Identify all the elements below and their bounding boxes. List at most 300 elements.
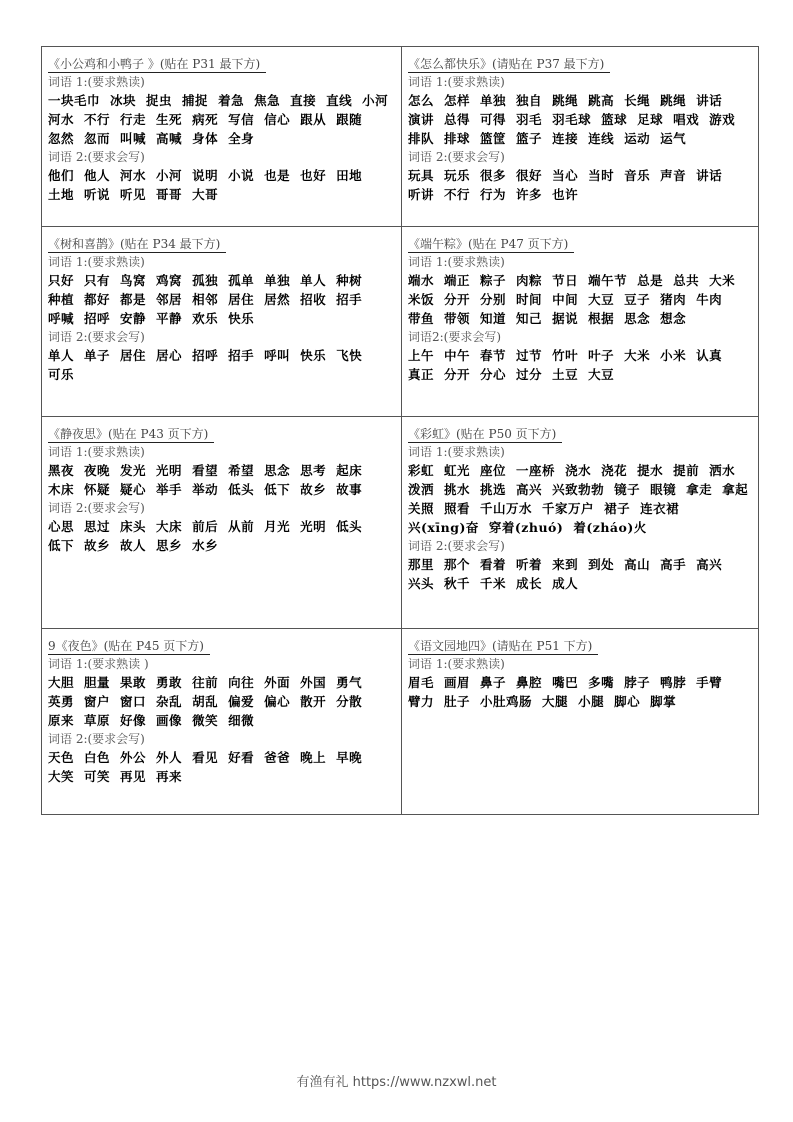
write-word: 看着 [480, 557, 507, 572]
write-word: 玩具 [408, 168, 435, 183]
read-word: 大腿 [542, 694, 569, 709]
read-word: 偏爱 [228, 694, 255, 709]
read-word: 鸟窝 [120, 273, 147, 288]
write-word: 再见 [120, 769, 147, 784]
read-word: 排队 [408, 131, 435, 146]
write-word: 不行 [444, 187, 471, 202]
write-word-list [408, 166, 760, 204]
section-title: 《语文园地四》(请贴在 P51 下方) [408, 639, 598, 655]
read-word: 肉粽 [516, 273, 543, 288]
read-word: 光明 [156, 463, 183, 478]
section-jingyesi [42, 417, 401, 628]
write-label: 词语2:(要求会写) [408, 330, 502, 344]
write-word: 快乐 [300, 348, 327, 363]
write-label: 词语 2:(要求会写) [408, 150, 505, 164]
read-word: 独自 [516, 93, 543, 108]
write-word-list [48, 346, 401, 384]
read-word: 提水 [637, 463, 664, 478]
write-word-list [48, 748, 401, 786]
read-label: 词语 1:(要求熟读) [408, 255, 505, 269]
read-word: 浇花 [601, 463, 628, 478]
write-word: 小米 [660, 348, 687, 363]
write-word: 分开 [444, 367, 471, 382]
write-word: 单人 [48, 348, 75, 363]
read-word: 带领 [444, 311, 471, 326]
read-word: 座位 [480, 463, 507, 478]
read-word: 穿着(zhuó) [488, 520, 564, 535]
read-word: 外国 [300, 675, 327, 690]
read-word: 看望 [192, 463, 219, 478]
read-word: 鼻子 [480, 675, 507, 690]
read-word: 果敢 [120, 675, 147, 690]
section-title-row [48, 423, 401, 443]
read-word: 发光 [120, 463, 147, 478]
read-word: 胡乱 [192, 694, 219, 709]
write-word: 爸爸 [264, 750, 291, 765]
read-word: 鼻腔 [516, 675, 543, 690]
write-word: 春节 [480, 348, 507, 363]
write-word: 高山 [624, 557, 651, 572]
read-word-list [48, 461, 401, 499]
read-word: 英勇 [48, 694, 75, 709]
read-word: 带鱼 [408, 311, 435, 326]
read-word: 细微 [228, 713, 255, 728]
read-label: 词语 1:(要求熟读) [48, 445, 145, 459]
write-word: 来到 [552, 557, 579, 572]
write-label: 词语 2:(要求会写) [48, 330, 145, 344]
read-word: 跳高 [588, 93, 615, 108]
read-word: 招呼 [84, 311, 111, 326]
read-word: 写信 [228, 112, 255, 127]
read-word: 根据 [588, 311, 615, 326]
read-word: 脚心 [614, 694, 641, 709]
read-word: 微笑 [192, 713, 219, 728]
write-word: 那个 [444, 557, 471, 572]
section-title: 《树和喜鹊》(贴在 P34 最下方) [48, 237, 226, 253]
write-word: 河水 [120, 168, 147, 183]
write-word: 真正 [408, 367, 435, 382]
read-word: 黑夜 [48, 463, 75, 478]
section-title: 9《夜色》(贴在 P45 页下方) [48, 639, 210, 655]
read-word: 篮子 [516, 131, 543, 146]
read-word-list [408, 91, 760, 148]
write-word: 小说 [228, 168, 255, 183]
write-word: 讲话 [696, 168, 723, 183]
read-word: 起床 [336, 463, 363, 478]
read-word-list [48, 271, 401, 328]
read-word: 忽然 [48, 131, 75, 146]
read-word: 直接 [290, 93, 317, 108]
read-word: 兴致勃勃 [552, 482, 605, 497]
read-word: 时间 [516, 292, 543, 307]
read-word: 孤单 [228, 273, 255, 288]
section-title: 《小公鸡和小鸭子 》(贴在 P31 最下方) [48, 57, 266, 73]
write-word: 上午 [408, 348, 435, 363]
write-word: 认真 [696, 348, 723, 363]
read-word: 邻居 [156, 292, 183, 307]
read-word: 平静 [156, 311, 183, 326]
write-word: 高手 [660, 557, 687, 572]
write-word: 小河 [156, 168, 183, 183]
write-word: 秋千 [444, 576, 471, 591]
read-word: 关照 [408, 501, 435, 516]
write-word-list [408, 346, 760, 384]
read-word: 想念 [660, 311, 687, 326]
write-word: 可笑 [84, 769, 111, 784]
read-word: 牛肉 [696, 292, 723, 307]
section-zenme-dou-kuaile [402, 47, 760, 226]
write-word: 大哥 [192, 187, 219, 202]
read-word: 夜晚 [84, 463, 111, 478]
write-word: 竹叶 [552, 348, 579, 363]
read-word: 只有 [84, 273, 111, 288]
write-word: 听说 [84, 187, 111, 202]
write-word: 很多 [480, 168, 507, 183]
read-word: 窗口 [120, 694, 147, 709]
read-word: 裙子 [604, 501, 631, 516]
write-word-list [48, 517, 401, 555]
vocabulary-sheet [41, 46, 759, 815]
read-word: 种树 [336, 273, 363, 288]
read-word: 鸡窝 [156, 273, 183, 288]
section-yese [42, 629, 401, 816]
read-word: 窗户 [84, 694, 111, 709]
read-word: 一块毛巾 [48, 93, 101, 108]
read-word: 眼镜 [650, 482, 677, 497]
write-word: 到处 [588, 557, 615, 572]
read-word: 拿起 [722, 482, 749, 497]
read-word: 举动 [192, 482, 219, 497]
read-word: 小腿 [578, 694, 605, 709]
read-word: 分别 [480, 292, 507, 307]
write-word: 听见 [120, 187, 147, 202]
read-word: 思考 [300, 463, 327, 478]
read-word: 泼洒 [408, 482, 435, 497]
read-word: 端水 [408, 273, 435, 288]
read-word: 总得 [444, 112, 471, 127]
section-title-row [408, 635, 760, 655]
read-word: 杂乱 [156, 694, 183, 709]
read-word: 大米 [709, 273, 736, 288]
write-label: 词语 2:(要求会写) [48, 150, 145, 164]
read-word-list [408, 673, 760, 711]
read-word: 运气 [660, 131, 687, 146]
section-title-row [48, 53, 401, 73]
read-word: 画像 [156, 713, 183, 728]
read-word: 高喊 [156, 131, 183, 146]
write-word: 看见 [192, 750, 219, 765]
write-word: 低下 [48, 538, 75, 553]
read-word: 长绳 [624, 93, 651, 108]
write-word: 居心 [156, 348, 183, 363]
read-word: 信心 [264, 112, 291, 127]
write-word: 中午 [444, 348, 471, 363]
read-word: 粽子 [480, 273, 507, 288]
read-word: 不行 [84, 112, 111, 127]
read-word: 端午节 [588, 273, 628, 288]
write-word: 居住 [120, 348, 147, 363]
read-word: 连线 [588, 131, 615, 146]
write-word: 音乐 [624, 168, 651, 183]
read-word: 单人 [300, 273, 327, 288]
write-word: 田地 [336, 168, 363, 183]
write-word: 当时 [588, 168, 615, 183]
read-word: 单独 [264, 273, 291, 288]
write-word: 思乡 [156, 538, 183, 553]
read-word: 冰块 [110, 93, 137, 108]
read-word: 叫喊 [120, 131, 147, 146]
write-word: 前后 [192, 519, 219, 534]
read-word: 排球 [444, 131, 471, 146]
read-word: 身体 [192, 131, 219, 146]
write-word: 从前 [228, 519, 255, 534]
read-word: 只好 [48, 273, 75, 288]
write-word: 大米 [624, 348, 651, 363]
read-word: 着(zháo)火 [573, 520, 647, 535]
write-word: 大豆 [588, 367, 615, 382]
read-word: 鸭脖 [660, 675, 687, 690]
read-word: 跟随 [336, 112, 363, 127]
write-word: 招呼 [192, 348, 219, 363]
read-word: 小肚鸡肠 [480, 694, 533, 709]
write-word: 晚上 [300, 750, 327, 765]
read-word: 猪肉 [660, 292, 687, 307]
write-word: 天色 [48, 750, 75, 765]
read-word: 总共 [673, 273, 700, 288]
write-word: 故人 [120, 538, 147, 553]
write-word: 他人 [84, 168, 111, 183]
write-word: 声音 [660, 168, 687, 183]
read-word: 着急 [218, 93, 245, 108]
read-word: 分开 [444, 292, 471, 307]
read-word: 怎么 [408, 93, 435, 108]
read-word: 脚掌 [650, 694, 677, 709]
write-word: 兴头 [408, 576, 435, 591]
read-word: 单独 [480, 93, 507, 108]
write-word: 过节 [516, 348, 543, 363]
read-word: 端正 [444, 273, 471, 288]
write-word: 光明 [300, 519, 327, 534]
read-word: 忽而 [84, 131, 111, 146]
read-word: 捕捉 [182, 93, 209, 108]
write-word: 许多 [516, 187, 543, 202]
read-word: 呼喊 [48, 311, 75, 326]
write-word: 成人 [552, 576, 579, 591]
read-word: 连接 [552, 131, 579, 146]
read-word: 孤独 [192, 273, 219, 288]
write-word: 听着 [516, 557, 543, 572]
read-label: 词语 1:(要求熟读 ) [48, 657, 149, 671]
read-word: 讲话 [696, 93, 723, 108]
read-word: 居然 [264, 292, 291, 307]
read-word: 知己 [516, 311, 543, 326]
read-word: 洒水 [709, 463, 736, 478]
read-word: 跳绳 [552, 93, 579, 108]
read-word: 分散 [336, 694, 363, 709]
section-title-row [408, 53, 760, 73]
section-title: 《静夜思》(贴在 P43 页下方) [48, 427, 214, 443]
read-word: 浇水 [565, 463, 592, 478]
write-word: 千米 [480, 576, 507, 591]
read-word: 木床 [48, 482, 75, 497]
read-word: 举手 [156, 482, 183, 497]
read-word: 原来 [48, 713, 75, 728]
read-label: 词语 1:(要求熟读) [408, 445, 505, 459]
read-word: 可得 [480, 112, 507, 127]
read-word: 怀疑 [84, 482, 111, 497]
read-word: 彩虹 [408, 463, 435, 478]
write-word-list [48, 166, 401, 204]
section-title: 《端午粽》(贴在 P47 页下方) [408, 237, 574, 253]
write-word: 呼叫 [264, 348, 291, 363]
read-word: 种植 [48, 292, 75, 307]
read-word: 故事 [336, 482, 363, 497]
section-xiaogongji [42, 47, 401, 226]
section-title-row [408, 233, 760, 253]
read-word: 足球 [637, 112, 664, 127]
read-word: 跳绳 [660, 93, 687, 108]
read-word: 欢乐 [192, 311, 219, 326]
read-word: 连衣裙 [640, 501, 680, 516]
write-word: 成长 [516, 576, 543, 591]
write-word: 也好 [300, 168, 327, 183]
write-word: 也许 [552, 187, 579, 202]
read-word: 一座桥 [516, 463, 556, 478]
read-word-list [48, 91, 401, 148]
section-shu-he-xique [42, 227, 401, 416]
read-word: 节日 [552, 273, 579, 288]
read-word: 居住 [228, 292, 255, 307]
write-word: 好看 [228, 750, 255, 765]
write-word: 大笑 [48, 769, 75, 784]
write-word: 可乐 [48, 367, 75, 382]
read-word: 病死 [192, 112, 219, 127]
write-word: 早晚 [336, 750, 363, 765]
read-word: 肚子 [444, 694, 471, 709]
read-word: 焦急 [254, 93, 281, 108]
read-word: 总是 [637, 273, 664, 288]
read-word: 运动 [624, 131, 651, 146]
read-word: 全身 [228, 131, 255, 146]
read-word: 照看 [444, 501, 471, 516]
read-word: 散开 [300, 694, 327, 709]
read-word: 胆量 [84, 675, 111, 690]
read-word: 唱戏 [673, 112, 700, 127]
read-word: 往前 [192, 675, 219, 690]
footer-watermark: 有渔有礼 https://www.nzxwl.net [296, 1075, 497, 1090]
read-word: 直线 [326, 93, 353, 108]
read-word-list [408, 461, 760, 537]
read-word: 好像 [120, 713, 147, 728]
read-word: 大胆 [48, 675, 75, 690]
read-word: 思念 [624, 311, 651, 326]
write-word: 过分 [516, 367, 543, 382]
write-word: 月光 [264, 519, 291, 534]
read-word: 拿走 [686, 482, 713, 497]
read-word: 低头 [228, 482, 255, 497]
write-word: 叶子 [588, 348, 615, 363]
read-word: 快乐 [228, 311, 255, 326]
read-word: 千山万水 [480, 501, 533, 516]
read-word: 嘴巴 [552, 675, 579, 690]
write-word: 听讲 [408, 187, 435, 202]
write-word: 哥哥 [156, 187, 183, 202]
read-word: 篮筐 [480, 131, 507, 146]
read-word: 眉毛 [408, 675, 435, 690]
read-word: 篮球 [601, 112, 628, 127]
read-word: 据说 [552, 311, 579, 326]
read-word-list [48, 673, 401, 730]
read-word: 低下 [264, 482, 291, 497]
write-word: 心思 [48, 519, 75, 534]
read-word: 河水 [48, 112, 75, 127]
read-label: 词语 1:(要求熟读) [408, 657, 505, 671]
read-word: 相邻 [192, 292, 219, 307]
read-label: 词语 1:(要求熟读) [48, 75, 145, 89]
write-word: 也是 [264, 168, 291, 183]
write-word: 招手 [228, 348, 255, 363]
read-word: 游戏 [709, 112, 736, 127]
read-word: 羽毛 [516, 112, 543, 127]
write-word: 床头 [120, 519, 147, 534]
section-title: 《彩虹》(贴在 P50 页下方) [408, 427, 562, 443]
read-word: 草原 [84, 713, 111, 728]
write-word: 单子 [84, 348, 111, 363]
write-word-list [408, 555, 760, 593]
read-word: 故乡 [300, 482, 327, 497]
read-word: 挑水 [444, 482, 471, 497]
read-word: 演讲 [408, 112, 435, 127]
read-word: 豆子 [624, 292, 651, 307]
section-duanwuzong [402, 227, 760, 416]
read-word: 脖子 [624, 675, 651, 690]
read-word: 手臂 [696, 675, 723, 690]
read-word: 招手 [336, 292, 363, 307]
read-word: 知道 [480, 311, 507, 326]
write-word: 故乡 [84, 538, 111, 553]
read-word: 千家万户 [542, 501, 595, 516]
read-word: 小河 [362, 93, 389, 108]
read-label: 词语 1:(要求熟读) [48, 255, 145, 269]
write-word: 外人 [156, 750, 183, 765]
read-word: 思念 [264, 463, 291, 478]
write-word: 当心 [552, 168, 579, 183]
read-word: 希望 [228, 463, 255, 478]
write-word: 土地 [48, 187, 75, 202]
read-word: 疑心 [120, 482, 147, 497]
read-word: 向往 [228, 675, 255, 690]
write-word: 水乡 [192, 538, 219, 553]
write-word: 行为 [480, 187, 507, 202]
write-word: 飞快 [336, 348, 363, 363]
read-word: 画眉 [444, 675, 471, 690]
read-word: 大豆 [588, 292, 615, 307]
section-title-row [48, 635, 401, 655]
write-word: 土豆 [552, 367, 579, 382]
write-word: 他们 [48, 168, 75, 183]
read-word: 羽毛球 [552, 112, 592, 127]
read-word: 怎样 [444, 93, 471, 108]
section-title-row [408, 423, 760, 443]
read-word: 中间 [552, 292, 579, 307]
read-word: 虹光 [444, 463, 471, 478]
read-word: 招收 [300, 292, 327, 307]
section-title-row [48, 233, 401, 253]
read-word: 提前 [673, 463, 700, 478]
read-word: 多嘴 [588, 675, 615, 690]
write-word: 低头 [336, 519, 363, 534]
read-word: 米饭 [408, 292, 435, 307]
